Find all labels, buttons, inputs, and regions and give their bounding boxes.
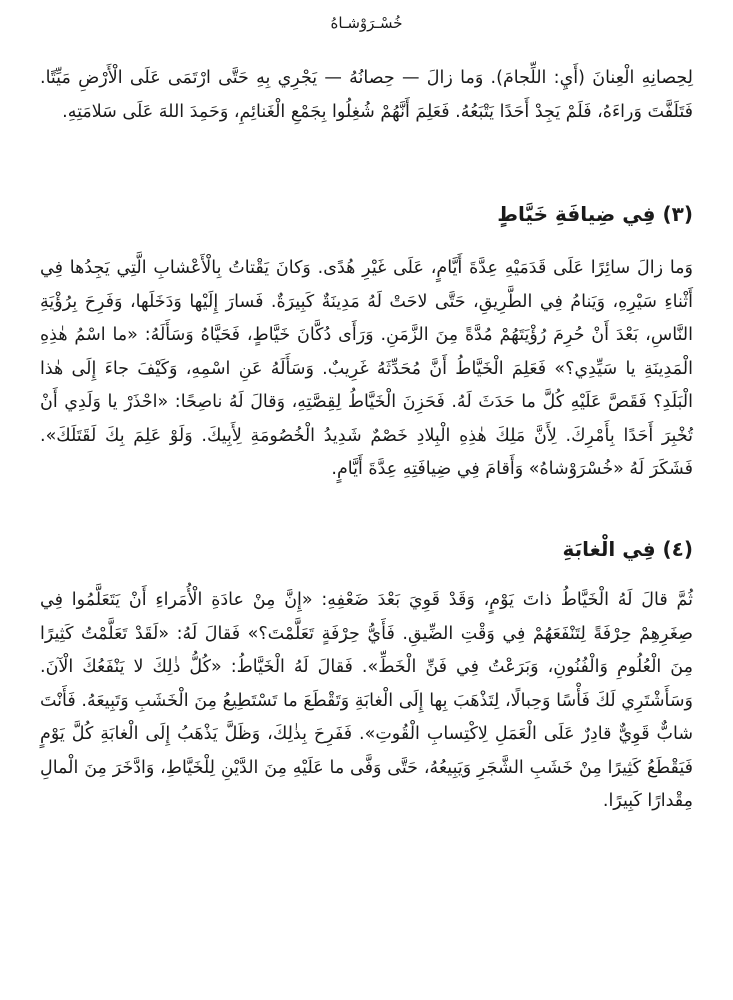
section-heading-3: (٣) فِي ضِيافَةِ خَيَّاطٍ <box>497 202 693 226</box>
running-header: خُسْـرَوْشـاهُ <box>330 14 403 32</box>
paragraph-continuation: لِحِصانِهِ الْعِنانَ (أَيِ: اللِّجامَ). وَما زالَ — حِصانُهُ — يَجْرِي بِهِ حَتَّى ارْتَمَى عَلَى الْأَرْضِ مَيِّتًا. فَتَلَفَّتَ وَراءَهُ، فَلَمْ يَجِدْ أَحَدًا يَتْبَعُهُ. فَعَلِمَ أَنَّهُمْ شُغِلُوا بِجَمْعِ الْغَنائِمِ، وَحَمِدَ اللهَ عَلَى سَلامَتِهِ. <box>40 68 693 122</box>
paragraph-forest: ثُمَّ قالَ لَهُ الْخَيَّاطُ ذاتَ يَوْمٍ، وَقَدْ قَوِيَ بَعْدَ ضَعْفِهِ: «إِنَّ مِنْ عادَةِ الْأُمَراءِ أَنْ يَتَعَلَّمُوا فِي صِغَرِهِمْ حِرْفَةً لِتَنْفَعَهُمْ فِي وَقْتِ الضِّيقِ. فَأَيُّ حِرْفَةٍ تَعَلَّمْتَ؟» فَقالَ لَهُ: «لَقَدْ تَعَلَّمْتُ كَثِيرًا مِنَ الْعُلُومِ وَالْفُنُونِ، وَبَرَعْتُ فِي فَنِّ الْخَطِّ». فَقالَ لَهُ الْخَيَّاطُ: «كُلُّ ذٰلِكَ لا يَنْفَعُكَ الْآنَ. وَسَأَشْتَرِي لَكَ فَأْسًا وَحِبالًا، لِتَذْهَبَ بِها إِلَى الْغابَةِ وَتَقْطَعَ ما تَسْتَطِيعُ مِنَ الْخَشَبِ وَتَبِيعَهُ. فَأَنْتَ شابٌّ قَوِيٌّ قادِرٌ عَلَى الْعَمَلِ لِاكْتِسابِ الْقُوتِ». فَفَرِحَ بِذٰلِكَ، وَظَلَّ يَذْهَبُ إِلَى الْغابَةِ كُلَّ يَوْمٍ فَيَقْطَعُ كَثِيرًا مِنْ خَشَبِ الشَّجَرِ وَيَبِيعُهُ، حَتَّى وَفَّى ما عَلَيْهِ مِنَ الدَّيْنِ لِلْخَيَّاطِ، وَادَّخَرَ مِنَ الْمالِ مِقْدارًا كَبِيرًا. <box>40 590 693 811</box>
section-heading-4: (٤) فِي الْغابَةِ <box>562 537 693 561</box>
paragraph-tailor-hospitality: وَما زالَ سائِرًا عَلَى قَدَمَيْهِ عِدَّةَ أَيَّامٍ، عَلَى غَيْرِ هُدًى. وَكانَ يَقْتاتُ بِالْأَعْشابِ الَّتِي يَجِدُها فِي أَثْناءِ سَيْرِهِ، وَيَنامُ فِي الطَّرِيقِ، حَتَّى لاحَتْ لَهُ مَدِينَةٌ كَبِيرَةٌ. فَسارَ إِلَيْها وَدَخَلَها، وَفَرِحَ بِرُؤْيَةِ النَّاسِ، بَعْدَ أَنْ حُرِمَ رُؤْيَتَهُمْ مُدَّةً مِنَ الزَّمَنِ. وَرَأَى دُكَّانَ خَيَّاطٍ، فَحَيَّاهُ وَسَأَلَهُ: «ما اسْمُ هٰذِهِ الْمَدِينَةِ يا سَيِّدِي؟» فَعَلِمَ الْخَيَّاطُ أَنَّ مُحَدِّثَهُ غَرِيبٌ. وَسَأَلَهُ عَنِ اسْمِهِ، وَكَيْفَ جاءَ إِلَى هٰذا الْبَلَدِ؟ فَقَصَّ عَلَيْهِ كُلَّ ما حَدَثَ لَهُ. فَحَزِنَ الْخَيَّاطُ لِقِصَّتِهِ، وَقالَ لَهُ ناصِحًا: «احْذَرْ يا وَلَدِي أَنْ تُخْبِرَ أَحَدًا بِأَمْرِكَ. لِأَنَّ مَلِكَ هٰذِهِ الْبِلادِ خَصْمٌ شَدِيدُ الْخُصُومَةِ لِأَبِيكَ. وَلَوْ عَلِمَ بِكَ لَقَتَلَكَ». فَشَكَرَ لَهُ «خُسْرَوْشاهُ» وَأَقامَ فِي ضِيافَتِهِ عِدَّةَ أَيَّامٍ. <box>40 258 693 479</box>
